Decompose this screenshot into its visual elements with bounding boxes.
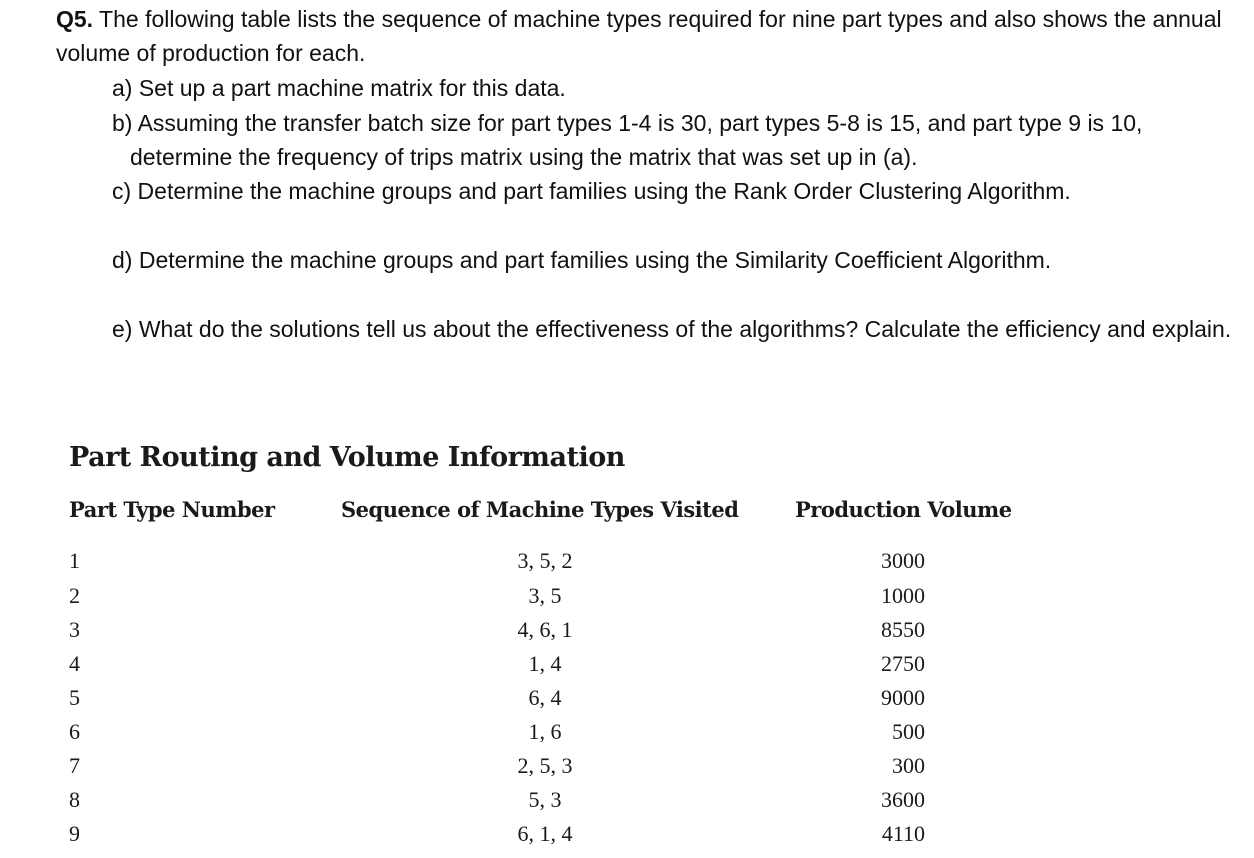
table-row (0, 544, 1254, 578)
part-cell: 7 (69, 753, 80, 778)
part-cell: 5 (69, 685, 80, 710)
table-row (0, 613, 1254, 647)
column-header-sequence: Sequence of Machine Types Visited (341, 497, 739, 522)
question-item-a: a) Set up a part machine matrix for this data. (112, 75, 566, 101)
volume-cell: 3000 (881, 548, 925, 573)
volume-cell: 3600 (881, 787, 925, 812)
volume-cell: 4110 (881, 821, 925, 846)
question-item-b: b) Assuming the transfer batch size for part types 1-4 is 30, part types 5-8 is 15, and part type 9 is 10, determine the frequency of trips matrix using the matrix that was set up in (a). (112, 110, 1143, 170)
part-cell: 8 (69, 787, 80, 812)
volume-cell: 300 (892, 753, 925, 778)
volume-cell: 2750 (881, 651, 925, 676)
volume-cell: 9000 (881, 685, 925, 710)
table-row (0, 783, 1254, 817)
part-cell: 2 (69, 583, 80, 608)
sequence-cell: 6, 4 (528, 685, 562, 710)
table-row (0, 715, 1254, 749)
sequence-cell: 1, 4 (528, 651, 562, 676)
sequence-cell: 1, 6 (528, 719, 562, 744)
question-number: Q5. (56, 6, 94, 32)
volume-cell: 8550 (881, 617, 925, 642)
question-item-c: c) Determine the machine groups and part families using the Rank Order Clustering Algorithm. (112, 178, 1071, 204)
question-item-d: d) Determine the machine groups and part families using the Similarity Coefficient Algorithm. (112, 247, 1052, 273)
table-row (0, 749, 1254, 783)
table-row (0, 647, 1254, 681)
part-cell: 9 (69, 821, 80, 846)
sequence-cell: 5, 3 (528, 787, 562, 812)
volume-cell: 1000 (881, 583, 925, 608)
volume-cell: 500 (892, 719, 925, 744)
question-intro-text: The following table lists the sequence of machine types required for nine part types and also shows the annual volume of production for each. (56, 6, 1222, 66)
sequence-cell: 3, 5 (528, 583, 562, 608)
sequence-cell: 4, 6, 1 (517, 617, 573, 642)
part-cell: 3 (69, 617, 80, 642)
part-cell: 4 (69, 651, 80, 676)
question-item-e: e) What do the solutions tell us about the effectiveness of the algorithms? Calculate the efficiency and explain. (112, 316, 1232, 342)
sequence-cell: 2, 5, 3 (517, 753, 573, 778)
column-header-part: Part Type Number (69, 497, 275, 522)
question-intro (56, 2, 1236, 70)
column-header-volume: Production Volume (795, 497, 1012, 522)
part-cell: 6 (69, 719, 80, 744)
sequence-cell: 3, 5, 2 (517, 548, 573, 573)
table-row (0, 681, 1254, 715)
table-title: Part Routing and Volume Information (69, 442, 625, 473)
part-cell: 1 (69, 548, 80, 573)
table-row (0, 817, 1254, 851)
sequence-cell: 6, 1, 4 (517, 821, 573, 846)
table-row (0, 579, 1254, 613)
